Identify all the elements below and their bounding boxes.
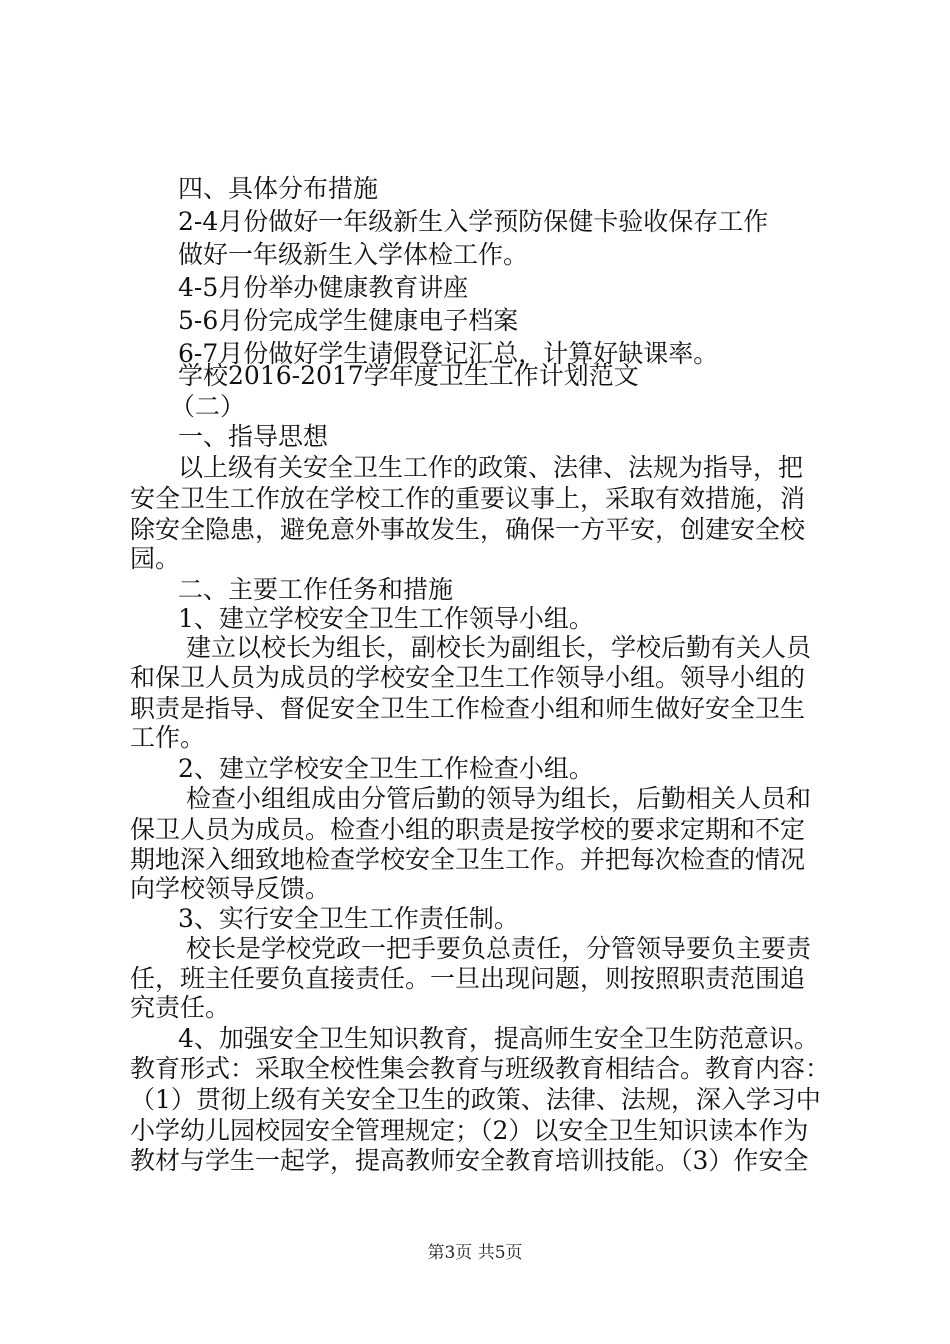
text-line: 6-7月份做好学生请假登记汇总，计算好缺课率。 (178, 339, 719, 368)
text-line: 教育形式：采取全校性集会教育与班级教育相结合。教育内容： (130, 1054, 831, 1083)
text-line: 安全卫生工作放在学校工作的重要议事上，采取有效措施，消 (130, 484, 806, 513)
text-line: 4、加强安全卫生知识教育，提高师生安全卫生防范意识。 (178, 1024, 819, 1053)
text-line: 小学幼儿园校园安全管理规定；（2）以安全卫生知识读本作为 (130, 1116, 809, 1145)
text-line: 5-6月份完成学生健康电子档案 (178, 306, 519, 335)
text-line: （二） (170, 392, 246, 421)
page-number-footer: 第3页 共5页 (427, 1243, 523, 1263)
text-line: 学校2016-2017学年度卫生工作计划范文 (178, 361, 639, 390)
text-line: 向学校领导反馈。 (130, 874, 331, 903)
text-line: 4-5月份举办健康教育讲座 (178, 273, 469, 302)
text-line: 3、实行安全卫生工作责任制。 (178, 904, 519, 933)
text-line: 1、建立学校安全卫生工作领导小组。 (178, 604, 594, 633)
text-line: 工作。 (130, 723, 206, 752)
text-line: （1）贯彻上级有关安全卫生的政策、法律、法规，深入学习中 (130, 1085, 821, 1114)
text-line: 职责是指导、督促安全卫生工作检查小组和师生做好安全卫生 (130, 694, 806, 723)
text-line: 和保卫人员为成员的学校安全卫生工作领导小组。领导小组的 (130, 663, 806, 692)
text-line: 究责任。 (130, 993, 231, 1022)
text-line: 二、主要工作任务和措施 (178, 575, 454, 604)
text-line: 任，班主任要负直接责任。一旦出现问题，则按照职责范围追 (130, 964, 806, 993)
text-line: 一、指导思想 (178, 422, 329, 451)
text-line: 检查小组组成由分管后勤的领导为组长，后勤相关人员和 (186, 784, 812, 813)
text-line: 以上级有关安全卫生工作的政策、法律、法规为指导，把 (178, 453, 804, 482)
text-line: 园。 (130, 544, 181, 573)
text-line: 期地深入细致地检查学校安全卫生工作。并把每次检查的情况 (130, 845, 806, 874)
text-line: 校长是学校党政一把手要负总责任，分管领导要负主要责 (186, 934, 812, 963)
text-line: 建立以校长为组长，副校长为副组长，学校后勤有关人员 (186, 633, 812, 662)
text-line: 做好一年级新生入学体检工作。 (178, 240, 529, 269)
text-line: 2、建立学校安全卫生工作检查小组。 (178, 754, 594, 783)
text-line: 教材与学生一起学，提高教师安全教育培训技能。（3）作安全 (130, 1146, 809, 1175)
text-line: 四、具体分布措施 (178, 174, 379, 203)
text-line: 除安全隐患，避免意外事故发生，确保一方平安，创建安全校 (130, 515, 806, 544)
text-line: 保卫人员为成员。检查小组的职责是按学校的要求定期和不定 (130, 815, 806, 844)
text-line: 2-4月份做好一年级新生入学预防保健卡验收保存工作 (178, 207, 769, 236)
